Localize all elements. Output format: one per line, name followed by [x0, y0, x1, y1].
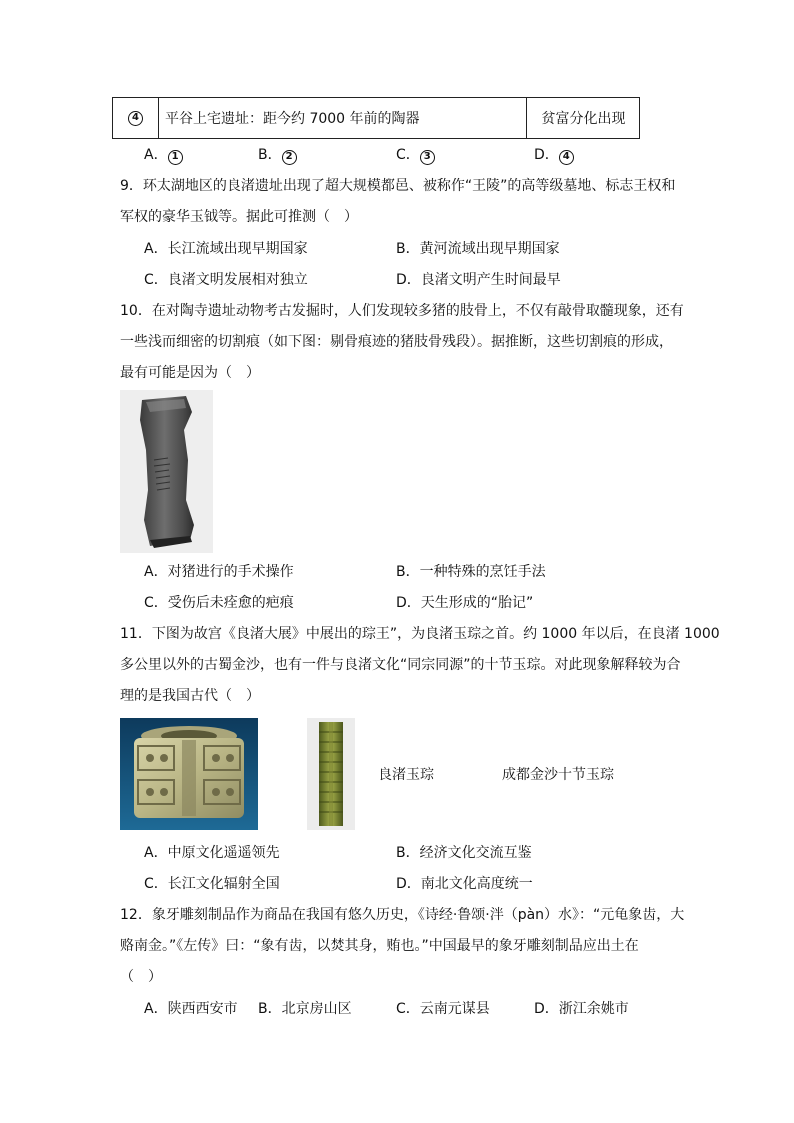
- liangzhu-jade-cong-photo: [120, 718, 258, 830]
- pig-bone-image: [120, 390, 213, 553]
- circled-number: 4: [559, 150, 574, 165]
- q10-option-c: C．受伤后未痊愈的疤痕: [144, 595, 294, 611]
- pig-bone-photo: [120, 390, 213, 553]
- q9-stem-line2: 军权的豪华玉钺等。据此可推测（ ）: [120, 209, 358, 225]
- caption-jinsha-jade-cong: 成都金沙十节玉琮: [502, 767, 614, 783]
- q12-stem-line1: 12．象牙雕刻制品作为商品在我国有悠久历史，《诗经·鲁颂·泮（pàn）水》：“元龟象齿，大: [120, 907, 685, 923]
- q10-option-b: B．一种特殊的烹饪手法: [396, 564, 546, 580]
- circled-number: 2: [282, 150, 297, 165]
- q8-option-d: D． 4: [534, 145, 574, 165]
- q10-option-a: A．对猪进行的手术操作: [144, 564, 294, 580]
- q12-stem-line2: 赂南金。”《左传》曰：“象有齿，以焚其身，贿也。”中国最早的象牙雕刻制品应出土在: [120, 938, 639, 954]
- q12-stem-line3: （ ）: [120, 969, 162, 985]
- jade-cong-image: [120, 718, 258, 830]
- q10-stem-line1: 10．在对陶寺遗址动物考古发掘时，人们发现较多猪的肢骨上，不仅有敲骨取髓现象，还有: [120, 303, 684, 319]
- circled-number: 4: [128, 111, 143, 126]
- q8-option-a: A． 1: [144, 145, 183, 165]
- q11-option-d: D．南北文化高度统一: [396, 876, 533, 892]
- q9-option-c: C．良渚文明发展相对独立: [144, 272, 308, 288]
- circled-number: 3: [420, 150, 435, 165]
- q10-stem-line2: 一些浅而细密的切割痕（如下图：剔骨痕迹的猪肢骨残段）。据推断，这些切割痕的形成，: [120, 334, 673, 350]
- q12-option-d: D．浙江余姚市: [534, 1001, 629, 1017]
- q11-stem-line3: 理的是我国古代（ ）: [120, 688, 260, 704]
- q12-option-a: A．陕西西安市: [144, 1001, 238, 1017]
- q9-option-a: A．长江流域出现早期国家: [144, 241, 308, 257]
- table-cell-result: 贫富分化出现: [541, 111, 626, 127]
- q11-stem-line2: 多公里以外的古蜀金沙，也有一件与良渚文化“同宗同源”的十节玉琮。对此现象解释较为合: [120, 657, 681, 673]
- q12-option-c: C．云南元谋县: [396, 1001, 490, 1017]
- q8-option-c: C． 3: [396, 145, 435, 165]
- answer-table-row: [112, 97, 640, 139]
- q8-option-b: B． 2: [258, 145, 297, 165]
- q10-option-d: D．天生形成的“胎记”: [396, 595, 534, 611]
- table-cell-site: 平谷上宅遗址：距今约 7000 年前的陶器: [159, 98, 527, 138]
- q9-option-b: B．黄河流域出现早期国家: [396, 241, 560, 257]
- caption-liangzhu-jade-cong: 良渚玉琮: [378, 767, 434, 783]
- q10-stem-line3: 最有可能是因为（ ）: [120, 365, 260, 381]
- q11-stem-line1: 11．下图为故宫《良渚大展》中展出的琮王”，为良渚玉琮之首。约 1000 年以后，在良渚 1000: [120, 626, 720, 642]
- q11-option-c: C．长江文化辐射全国: [144, 876, 280, 892]
- q11-option-a: A．中原文化遥遥领先: [144, 845, 280, 861]
- q9-stem-line1: 9．环太湖地区的良渚遗址出现了超大规模都邑、被称作“王陵”的高等级墓地、标志王权和: [120, 178, 676, 194]
- jinsha-jade-cong-photo: [307, 718, 355, 830]
- q9-option-d: D．良渚文明产生时间最早: [396, 272, 561, 288]
- table-cell-number: [113, 98, 159, 138]
- circled-number: 1: [168, 150, 183, 165]
- q11-option-b: B．经济文化交流互鉴: [396, 845, 532, 861]
- tall-jade-cong-image: [307, 718, 355, 830]
- q12-option-b: B．北京房山区: [258, 1001, 352, 1017]
